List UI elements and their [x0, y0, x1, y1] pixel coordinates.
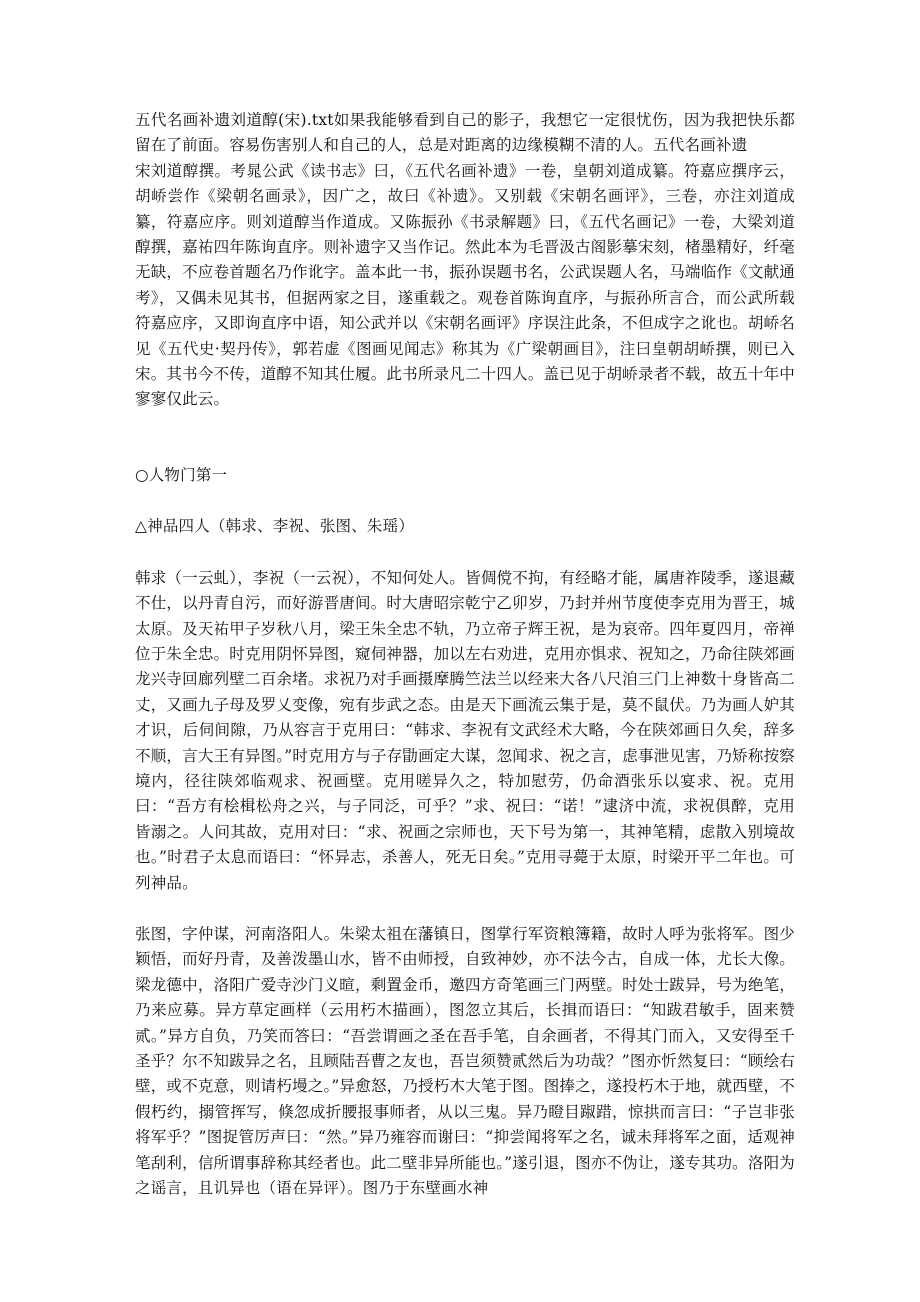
document-page: [135, 108, 795, 1201]
spacer: [135, 488, 795, 514]
spacer: [135, 540, 795, 566]
zhangtu-paragraph: 张图，字仲谋，河南洛阳人。朱梁太祖在藩镇日，图掌行军资粮簿籍，故时人呼为张将军。图少颖悟，而好丹青，及善泼墨山水，皆不由师授，自致神妙，亦不法今古，自成一体，尤长大像。梁龙德中，洛阳广爱寺沙门义暄，剩置金币，邀四方奇笔画三门两壁。时处士跋异，号为绝笔，乃来应募。异方草定画样（云用朽木描画），图忽立其后，长揖而语曰：“知跋君敏手，固来赞贰。”异方自负，乃笑而答曰：“吾尝谓画之圣在吾手笔，自余画者，不得其门而入，又安得至千圣乎？尔不知跋异之名，且顾陆吾曹之友也，吾岂须赞贰然后为功哉？”图亦忻然复曰：“顾绘右壁，或不克意，则请朽墁之。”异愈怒，乃授朽木大笔于图。图捧之，遂投朽木于地，就西壁，不假朽约，搦管挥写，倏忽成折腰报事师者，从以三鬼。异乃瞪目踧踖，惊拱而言曰：“子岂非张将军乎？”图捉管厉声曰：“然。”异乃雍容而谢曰：“抑尝闻将军之名，诚未拜将军之面，适观神笔刮利，信所谓事辞称其经者也。此二壁非异所能也。”遂引退，图亦不伪让，遂专其功。洛阳为之谣言，且讥异也（语在异评）。图乃于东壁画水神: [135, 924, 795, 1198]
hanqiu-paragraph: 韩求（一云虬），李祝（一云祝），不知何处人。皆倜傥不拘，有经略才能，属唐祚陵季，遂退藏不仕，以丹青自污，而好游晋唐间。时大唐昭宗乾宁乙卯岁，乃封并州节度使李克用为晋王，城太原。及天祐甲子岁秋八月，梁王朱全忠不轨，乃立帝子辉王祝，是为哀帝。四年夏四月，帝禅位于朱全忠。时克用阴怀异图，窥伺神器，加以左右劝进，克用亦惧求、祝知之，乃命往陕郊画龙兴寺回廊列壁二百余堵。求祝乃对手画摄摩腾竺法兰以经来大各八尺洎三门上神数十身皆高二丈，又画九子母及罗乂变像，宛有步武之态。由是天下画流云集于是，莫不鼠伏。乃为画人妒其才识，后伺间隙，乃从容言于克用曰：“韩求、李祝有文武经术大略，今在陕郊画日久矣，辞多不顺，言大王有异图。”时克用方与子存勖画定大谋，忽闻求、祝之言，虑事泄见害，乃矫称按察境内，径往陕郊临观求、祝画壁。克用嗟异久之，特加慰劳，仍命酒张乐以宴求、祝。克用曰：“吾方有桧楫松舟之兴，与子同泛，可乎？”求、祝曰：“诺！”逮济中流，求祝俱醉，克用皆溺之。人问其故，克用对曰：“求、祝画之宗师也，天下号为第一，其神笔精，虑散入别境故也。”时君子太息而语曰：“怀异志，杀善人，死无日矣。”克用寻薨于太原，时梁开平二年也。可列神品。: [135, 568, 795, 892]
subsection-title: △神品四人（韩求、李祝、张图、朱瑶）: [135, 517, 415, 536]
intro-paragraph: 五代名画补遗刘道醇(宋).txt如果我能够看到自己的影子，我想它一定很忧伤，因为我把快乐都留在了前面。容易伤害别人和自己的人，总是对距离的边缘模糊不清的人。五代名画补遗: [135, 111, 795, 155]
section-title: ○人物门第一: [135, 465, 228, 484]
spacer: [135, 413, 795, 463]
preface-paragraph: 宋刘道醇撰。考晁公武《读书志》曰，《五代名画补遗》一卷，皇朝刘道成纂。符嘉应撰序云，胡峤尝作《梁朝名画录》，因广之，故曰《补遗》。又别载《宋朝名画评》，三卷，亦注刘道成纂，符嘉应序。则刘道醇当作道成。又陈振孙《书录解题》曰，《五代名画记》一卷，大梁刘道醇撰，嘉祐四年陈询直序。则补遗字又当作记。然此本为毛晋汲古阁影摹宋刻，楮墨精好，纤毫无缺，不应卷首题名乃作讹字。盖本此一书，振孙误题书名，公武误题人名，马端临作《文献通考》，又偶未见其书，但据两家之目，遂重载之。观卷首陈询直序，与振孙所言合，而公武所载符嘉应序，又即询直序中语，知公武并以《宋朝名画评》序误注此条，不但成字之讹也。胡峤名见《五代史·契丹传》，郭若虚《图画见闻志》称其为《广梁朝画目》，注曰皇朝胡峤撰，则已入宋。其书今不传，道醇不知其仕履。此书所录凡二十四人。盖已见于胡峤录者不载，故五十年中寥寥仅此云。: [135, 161, 795, 409]
spacer: [135, 896, 795, 922]
